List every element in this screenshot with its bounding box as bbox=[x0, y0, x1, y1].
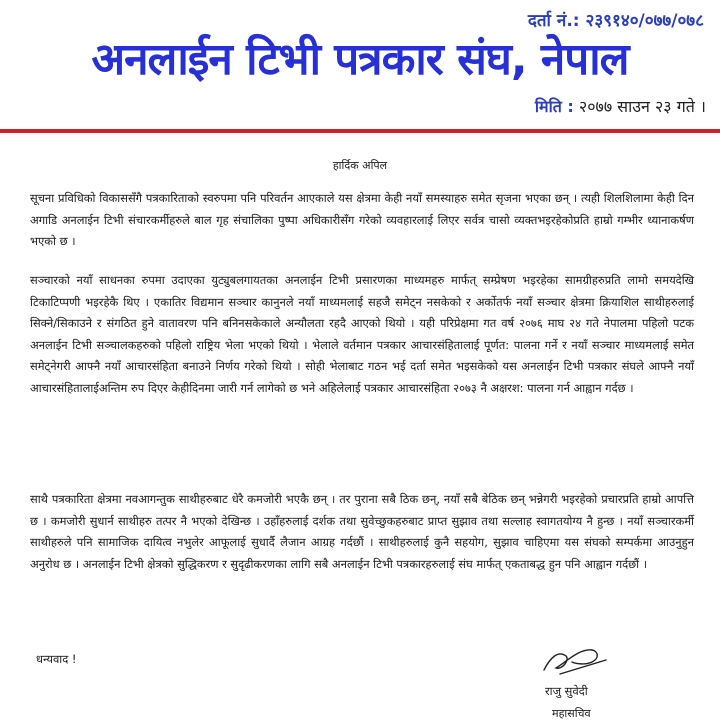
date-line bbox=[535, 95, 706, 117]
letter-subject: हार्दिक अपिल bbox=[332, 159, 388, 172]
header-divider bbox=[0, 129, 720, 133]
date-label: मिति : bbox=[534, 97, 574, 116]
letterhead bbox=[0, 0, 720, 140]
signature-icon bbox=[540, 640, 610, 680]
closing-thanks: धन्यवाद ! bbox=[36, 652, 77, 666]
registration-number: दर्ता नं.: २३९१४०/०७७/०७८ bbox=[527, 11, 704, 31]
date-value: २०७७ साउन २३ गते । bbox=[578, 97, 706, 116]
paragraph-1: सूचना प्रविधिको विकाससँगै पत्रकारिताको स्वरुपमा पनि परिवर्तन आएकाले यस क्षेत्रमा केही नयाँ समस्याहरु समेत सृजना भएका छन् । त्यही शिलशिलामा केही दिन अगाडि अनलाईन टिभी संचारकर्मीहरुले बाल गृह संचालिका पुष्पा अधिकारीसँग गरेको व्यवहारलाई लिएर सर्वत्र चासो व्यक्तभइरहेकोप्रति हाम्रो गम्भीर ध्यानाकर्षण भएको छ । bbox=[30, 191, 694, 248]
organization-name: अनलाईन टिभी पत्रकार संघ, नेपाल bbox=[91, 34, 629, 85]
signer-title: महासचिव bbox=[552, 707, 591, 720]
signer-name: राजु सुवेदी bbox=[545, 684, 588, 698]
paragraph-3: साथै पत्रकारिता क्षेत्रमा नवआगन्तुक साथीहरुबाट धेरै कमजोरी भएकै छन् । तर पुराना सबै ठिक छन्, नयाँ सबै बेठिक छन् भन्नेगरी भइरहेको प्रचारप्रति हाम्रो आपत्ति छ । कमजोरी सुधार्न साथीहरु तत्पर नै भएको देखिन्छ । उहाँहरुलाई दर्शक तथा सुवेच्छुकहरुबाट प्राप्त सुझाव तथा सल्लाह स्वागतयोग्य नै हुन्छ । नयाँ सञ्चारकर्मी साथीहरुले पनि सामाजिक दायित्व नभुलेर आफूलाई सुधार्दै लैजान आग्रह गर्दछौं । साथीहरुलाई कुनै सहयोग, सुझाव चाहिएमा यस संघको सम्पर्कमा आउनुहुन अनुरोध छ । अनलाईन टिभी क्षेत्रको सुद्धिकरण र सुदृढीकरणका लागि सबै अनलाईन टिभी पत्रकारहरुलाई संघ मार्फत् एकताबद्ध हुन पनि आह्वान गर्दछौं । bbox=[30, 492, 694, 571]
paragraph-2: सञ्चारको नयाँ साधनका रुपमा उदाएका युट्युबलगायतका अनलाईन टिभी प्रसारणका माध्यमहरु मार्फत् सम्प्रेषण भइरहेका सामग्रीहरुप्रति लामो समयदेखि टिकाटिप्पणी भइरहेकै थिए । एकातिर विद्यमान सञ्चार कानुनले नयाँ माध्यमलाई सहजै समेट्न नसकेको र अर्कोतर्फ नयाँ सञ्चार क्षेत्रमा क्रियाशिल साथीहरुलाई सिक्ने/सिकाउने र संगठित हुने वातावरण पनि बनिनसकेकाले अन्यौलता रहदै आएको थियो । यही परिप्रेक्षमा गत वर्ष २०७६ माघ २४ गते नेपालमा पहिलो पटक अनलाईन टिभी सञ्चालकहरुको पहिलो राष्ट्रिय भेला भएको थियो । भेलाले वर्तमान पत्रकार आचारसंहितालाई पूर्णत: पालना गर्ने र नयाँ सञ्चार माध्यमलाई समेत समेट्नेगरी आफ्नै नयाँ आचारसंहिता बनाउने निर्णय गरेको थियो । सोही भेलाबाट गठन भई दर्ता समेत भइसकेको यस अनलाईन टिभी पत्रकार संघले आफ्नै नयाँ आचारसंहितालाईअन्तिम रुप दिएर केहीदिनमा जारी गर्न लागेको छ भने अहिलेलाई पत्रकार आचारसंहिता २०७३ नै अक्षरश: पालना गर्न आह्वान गर्दछ । bbox=[30, 273, 694, 395]
